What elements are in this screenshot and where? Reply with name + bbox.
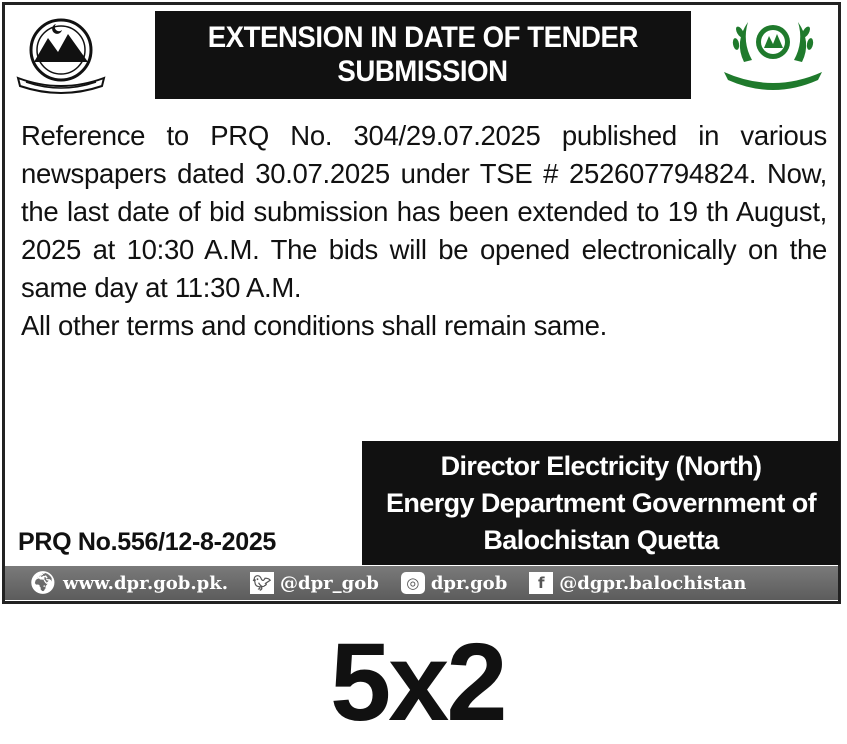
facebook-icon: f [529,572,553,594]
notice-title-box [155,11,691,99]
signature-line2: Energy Department Government of [386,487,816,518]
globe-icon: 🌍︎ [29,570,57,596]
notice-closing: All other terms and conditions shall remain same. [21,310,607,341]
instagram-handle: dpr.gob [430,572,508,594]
notice-paragraph: Reference to PRQ No. 304/29.07.2025 published in various newspapers dated 30.07.2025 under TSE # 252607794824. Now, the last date of bid submission has been extended to 19 th August, 2025 at 10:30 A.M. The bids will be opened electronically on the same day at 11:30 A.M. [21,120,827,303]
signature-line3: Balochistan Quetta [483,524,719,555]
footer-website[interactable] [29,572,228,594]
ad-size-mark: 5x2 [330,621,505,744]
website-text: www.dpr.gob.pk. [63,572,228,594]
footer-facebook[interactable] [529,572,746,594]
signature-line1: Director Electricity (North) [440,450,762,481]
footer-bar [5,566,838,600]
department-emblem-icon [714,12,832,92]
footer-twitter[interactable] [250,572,379,594]
twitter-icon: 🐦︎ [250,572,274,594]
notice-title-line1: EXTENSION IN DATE OF TENDER [207,21,639,54]
notice-title-line2: SUBMISSION [337,55,509,88]
notice-body [21,117,827,345]
instagram-icon: ◎ [401,572,425,594]
prq-number: PRQ No.556/12-8-2025 [18,528,277,556]
twitter-handle: @dpr_gob [279,572,379,594]
facebook-handle: @dgpr.balochistan [559,572,747,594]
balochistan-emblem-icon [12,12,110,98]
signature-box [362,441,840,565]
footer-instagram[interactable] [401,572,507,594]
